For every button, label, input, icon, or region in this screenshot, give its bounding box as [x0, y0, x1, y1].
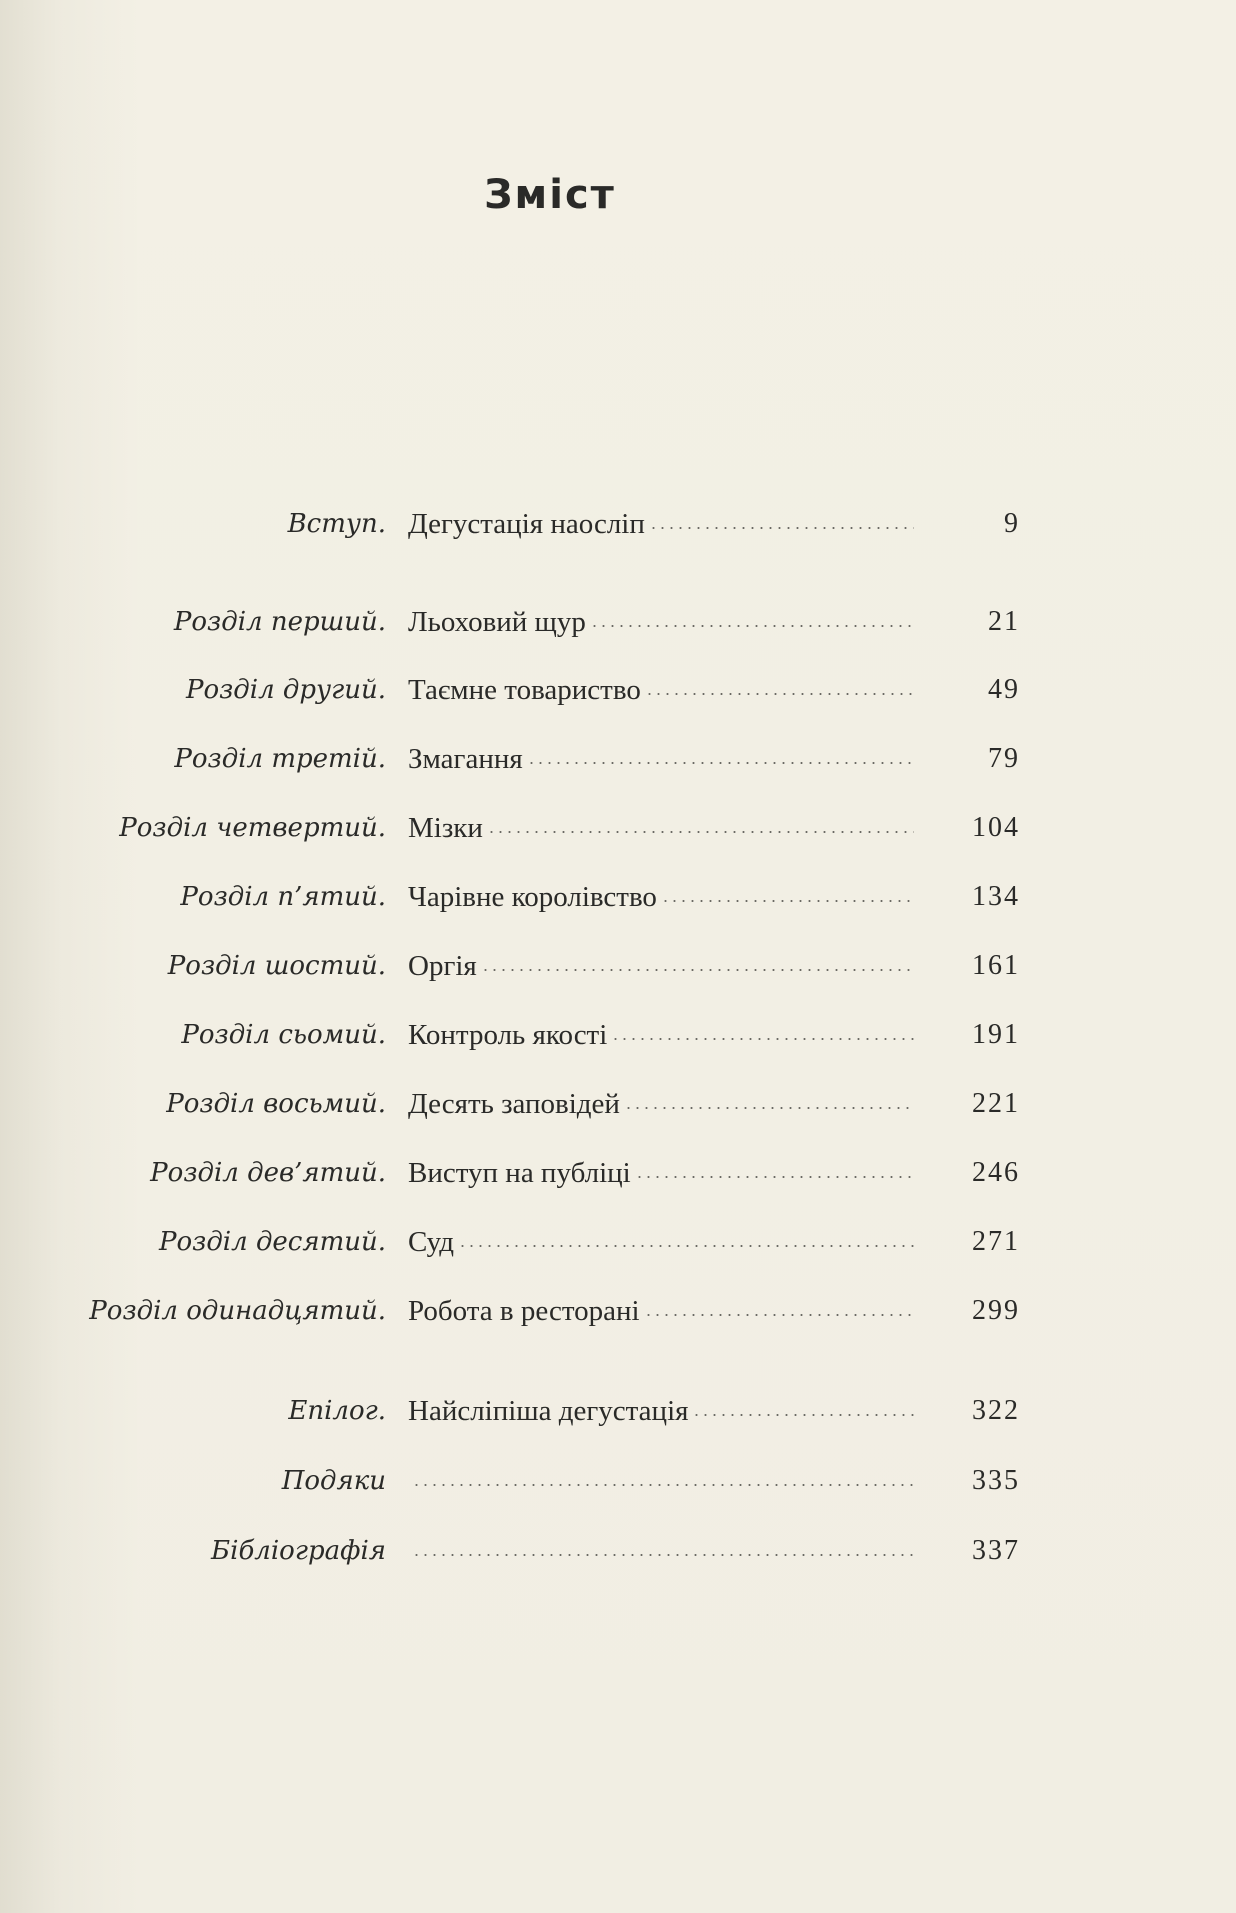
- toc-title: Робота в ресторані: [408, 1294, 640, 1327]
- dot-leader: [527, 762, 914, 764]
- toc-row-chapter-2: [0, 668, 1236, 712]
- toc-title: Найсліпіша дегустація: [408, 1394, 689, 1427]
- toc-title: Змагання: [408, 742, 523, 775]
- toc-page-number: 104: [972, 812, 1020, 843]
- toc-entry: [408, 944, 914, 988]
- toc-label: Розділ сьомий.: [181, 1020, 386, 1050]
- dot-leader: [611, 1038, 914, 1040]
- toc-title: Таємне товариство: [408, 673, 641, 706]
- toc-row-intro: [0, 502, 1236, 546]
- toc-label: Розділ четвертий.: [119, 813, 386, 843]
- toc-row-chapter-7: [0, 1013, 1236, 1057]
- toc-page-number: 191: [972, 1019, 1020, 1050]
- toc-row-chapter-9: [0, 1151, 1236, 1195]
- dot-leader: [487, 831, 914, 833]
- toc-row-chapter-8: [0, 1082, 1236, 1126]
- toc-page-number: 79: [988, 743, 1020, 774]
- toc-entry: [408, 875, 914, 919]
- toc-page-number: 337: [972, 1535, 1020, 1566]
- toc-row-epilogue: [0, 1389, 1236, 1433]
- toc-row-bibliography: [0, 1529, 1236, 1573]
- toc-title: Чарівне королівство: [408, 880, 657, 913]
- toc-label: Розділ третій.: [174, 744, 386, 774]
- toc-page-number: 335: [972, 1465, 1020, 1496]
- toc-page-number: 322: [972, 1395, 1020, 1426]
- toc-row-chapter-10: [0, 1220, 1236, 1264]
- toc-entry: [408, 600, 914, 644]
- toc-entry: [408, 806, 914, 850]
- toc-page-number: 134: [972, 881, 1020, 912]
- toc-label: Епілог.: [288, 1396, 386, 1426]
- toc-label: Розділ п’ятий.: [180, 882, 386, 912]
- toc-entry: [408, 1389, 914, 1433]
- toc-title: Виступ на публіці: [408, 1156, 631, 1189]
- dot-leader: [481, 969, 914, 971]
- toc-entry: [408, 1151, 914, 1195]
- toc-entry: [408, 1529, 914, 1573]
- dot-leader: [458, 1245, 914, 1247]
- toc-title: Суд: [408, 1225, 455, 1258]
- toc-title: Десять заповідей: [408, 1087, 620, 1120]
- toc-label: Розділ дев’ятий.: [150, 1158, 386, 1188]
- toc-label: Розділ десятий.: [159, 1227, 386, 1257]
- page-title: Зміст: [484, 172, 616, 218]
- toc-page-number: 49: [988, 674, 1020, 705]
- toc-entry: [408, 1289, 914, 1333]
- dot-leader: [661, 900, 914, 902]
- toc-page-number: 9: [1004, 508, 1020, 539]
- toc-page-number: 246: [972, 1157, 1020, 1188]
- toc-entry: [408, 668, 914, 712]
- toc-title: Дегустація наосліп: [408, 507, 645, 540]
- toc-row-chapter-6: [0, 944, 1236, 988]
- toc-entry: [408, 1220, 914, 1264]
- dot-leader: [590, 625, 914, 627]
- dot-leader: [624, 1107, 914, 1109]
- toc-label: Розділ восьмий.: [166, 1089, 386, 1119]
- toc-page-number: 21: [988, 606, 1020, 637]
- toc-title: Льоховий щур: [408, 605, 586, 638]
- toc-label: Розділ другий.: [185, 675, 386, 705]
- dot-leader: [645, 693, 914, 695]
- toc-row-chapter-11: [0, 1289, 1236, 1333]
- dot-leader: [644, 1314, 914, 1316]
- toc-label: Розділ перший.: [173, 607, 386, 637]
- toc-title: Оргія: [408, 949, 477, 982]
- dot-leader: [692, 1414, 914, 1416]
- toc-entry: [408, 737, 914, 781]
- toc-row-chapter-4: [0, 806, 1236, 850]
- toc-label: Подяки: [281, 1466, 386, 1496]
- toc-row-chapter-5: [0, 875, 1236, 919]
- toc-row-acknowledgements: [0, 1459, 1236, 1503]
- dot-leader: [412, 1484, 914, 1486]
- toc-row-chapter-3: [0, 737, 1236, 781]
- dot-leader: [649, 527, 914, 529]
- toc-label: Вступ.: [287, 509, 386, 539]
- toc-page-number: 221: [972, 1088, 1020, 1119]
- toc-entry: [408, 1013, 914, 1057]
- toc-title: Мізки: [408, 811, 483, 844]
- toc-page-number: 161: [972, 950, 1020, 981]
- dot-leader: [412, 1554, 914, 1556]
- toc-label: Бібліографія: [211, 1536, 386, 1566]
- dot-leader: [635, 1176, 914, 1178]
- toc-label: Розділ одинадцятий.: [89, 1296, 386, 1326]
- toc-page-number: 299: [972, 1295, 1020, 1326]
- toc-row-chapter-1: [0, 600, 1236, 644]
- toc-entry: [408, 1082, 914, 1126]
- toc-entry: [408, 502, 914, 546]
- toc-label: Розділ шостий.: [167, 951, 386, 981]
- toc-entry: [408, 1459, 914, 1503]
- toc-page-number: 271: [972, 1226, 1020, 1257]
- toc-title: Контроль якості: [408, 1018, 608, 1051]
